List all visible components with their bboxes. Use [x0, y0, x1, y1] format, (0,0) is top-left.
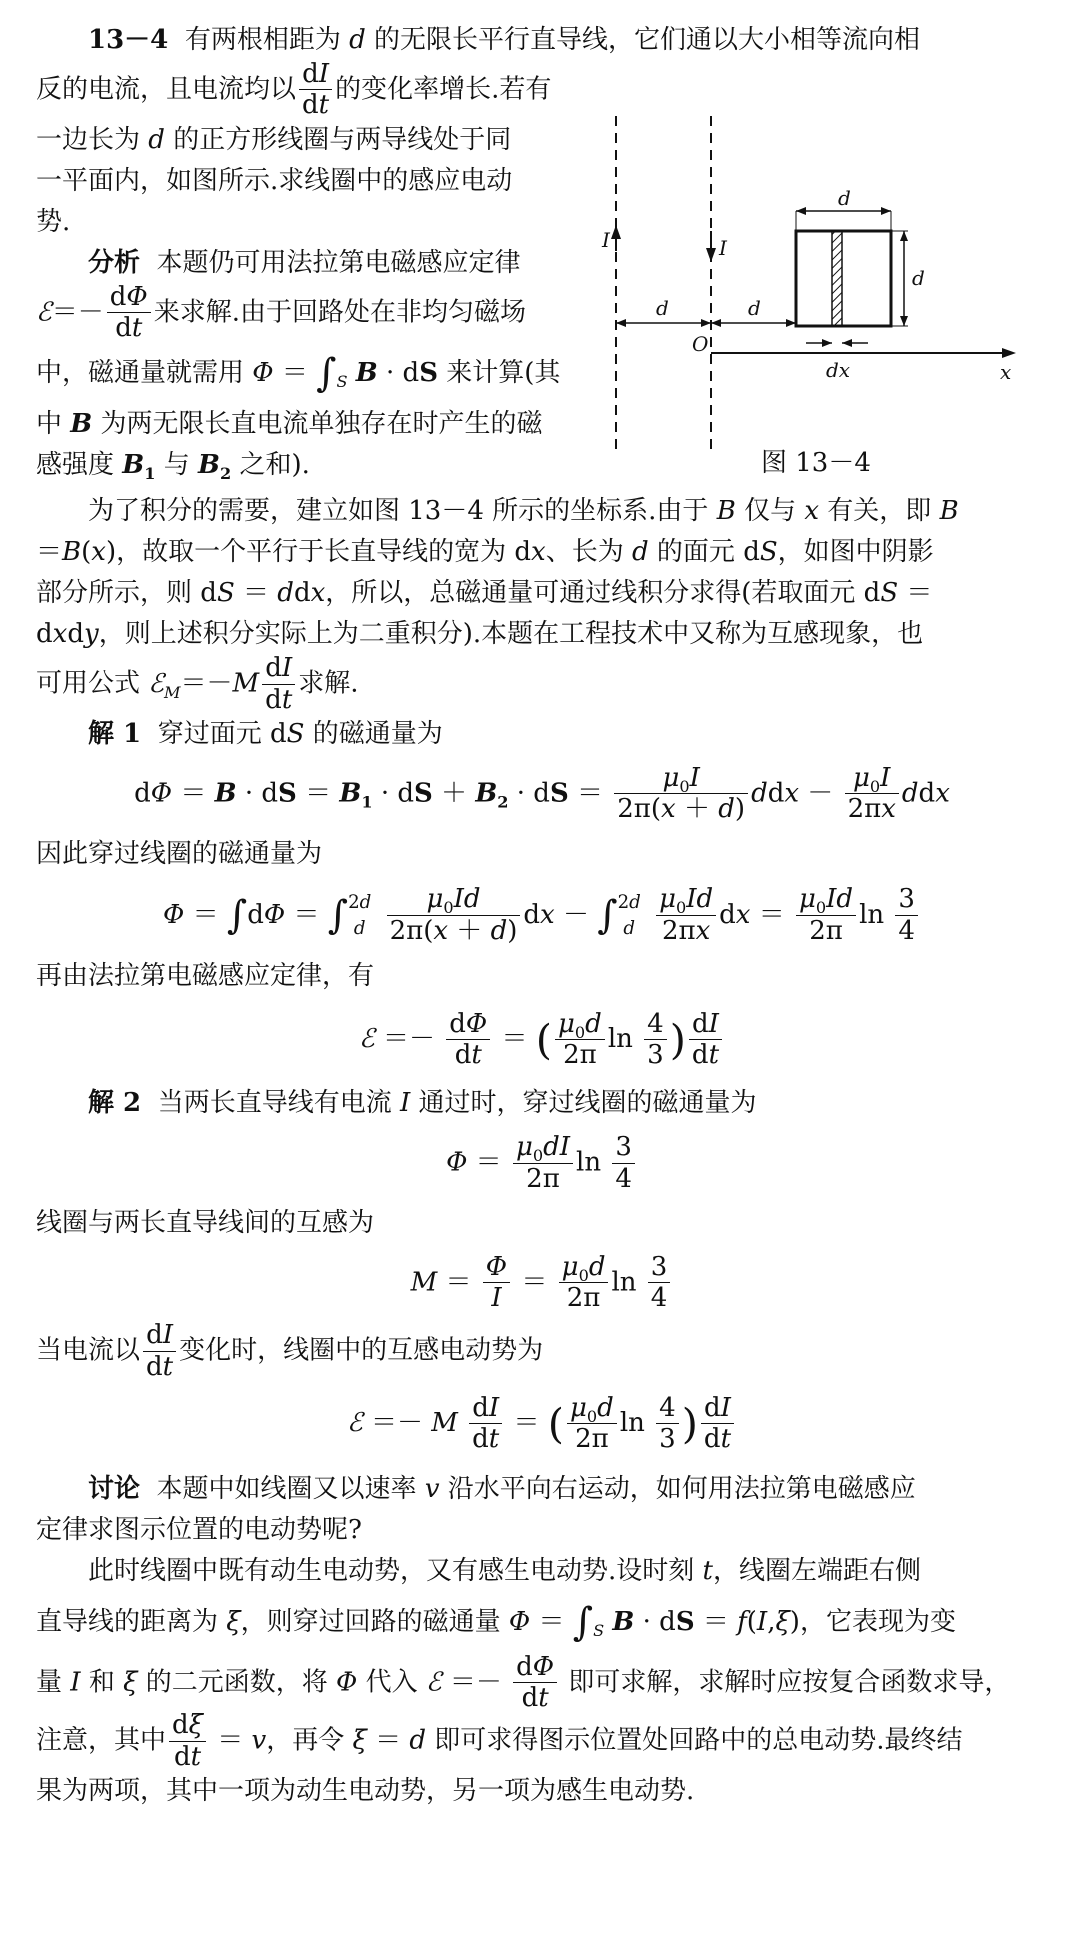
equation-emf-2: ℰ ＝－ M $\frac{dI}{dt}$ ＝ ( $\frac{\mu_0d}{2\pi}$ ln $\frac{4}{3}$ ) $\frac{dI}{dt}$ — [36, 1391, 1048, 1457]
solution2-label: 解 2 — [88, 1088, 142, 1119]
label-O: O — [692, 332, 709, 357]
analysis-line-4: 中 B 为两无限长直电流单独存在时产生的磁 — [36, 409, 543, 440]
label-dx: dx — [826, 358, 851, 383]
equation-mutual-inductance: M ＝ $\frac{\Phi}{I}$ ＝ $\frac{\mu_0d}{2\pi}$ ln $\frac{3}{4}$ — [36, 1254, 1048, 1313]
para2-line-5: 可用公式 ℰ$_M$＝－M $\frac{dI}{dt}$ 求解. — [36, 653, 359, 715]
label-x: x — [1000, 360, 1012, 385]
solution2-line-1: 解 2 当两长直导线有电流 I 通过时，穿过线圈的磁通量为 — [88, 1088, 757, 1119]
solution2-line-3: 当电流以 $\frac{dI}{dt}$ 变化时，线圈中的互感电动势为 — [36, 1320, 544, 1382]
label-d-side: d — [912, 266, 925, 291]
equation-phi: Φ ＝ ∫dΦ ＝ ∫ 2d d $\frac{\mu_0Id}{2\pi(x + d)}$ dx － ∫ 2d d $\frac{\mu_0Id}{2\pi x}$ dx ＝ $\frac{\mu_0Id}{2\pi}$ ln $\frac{3}{4}$ — [36, 885, 1048, 947]
discussion-line-6: 注意，其中 $\frac{d\xi}{dt}$ ＝ v，再令 ξ ＝ d 即可求得图示位置处回路中的总电动势.最终结 — [36, 1710, 963, 1772]
label-I-right: I — [719, 236, 727, 261]
analysis-line-2: ℰ＝－ $\frac{d\Phi}{dt}$ 来求解.由于回路处在非均匀磁场 — [36, 281, 527, 344]
solution1-line-1: 解 1 穿过面元 dS 的磁通量为 — [88, 718, 443, 749]
para2-line-1: 为了积分的需要，建立如图 13－4 所示的坐标系.由于 B 仅与 x 有关，即 B — [88, 496, 959, 527]
problem-line-4: 一平面内，如图所示.求线圈中的感应电动 — [36, 165, 513, 196]
para2-line-4: dxdy，则上述积分实际上为二重积分).本题在工程技术中又称为互感现象，也 — [36, 619, 924, 650]
analysis-line-3: 中，磁通量就需用 $\Phi = \int_S$ B · dS 来计算(其 — [36, 350, 561, 396]
problem-with-figure — [36, 61, 1048, 491]
equation-phi-2: Φ ＝ $\frac{\mu_0dI}{2\pi}$ ln $\frac{3}{4}$ — [36, 1134, 1048, 1193]
analysis-line-5: 感强度 $B_1$ 与 $B_2$ 之和). — [36, 450, 310, 484]
para2-line-3: 部分所示，则 dS ＝ ddx，所以，总磁通量可通过线积分求得(若取面元 dS ＝ — [36, 578, 933, 609]
label-d-middle: d — [748, 296, 761, 321]
page — [36, 20, 1048, 1812]
figure-diagram — [602, 61, 1046, 491]
discussion-line-1: 讨论 本题中如线圈又以速率 v 沿水平向右运动，如何用法拉第电磁感应 — [88, 1473, 916, 1504]
discussion-line-7: 果为两项，其中一项为动生电动势，另一项为感生电动势. — [36, 1775, 695, 1806]
solution1-line-3: 再由法拉第电磁感应定律，有 — [36, 961, 375, 992]
label-d-top: d — [838, 186, 851, 211]
problem-line-3: 一边长为 d 的正方形线圈与两导线处于同 — [36, 124, 512, 155]
discussion-line-2: 定律求图示位置的电动势呢? — [36, 1514, 362, 1545]
problem-text-column — [36, 61, 606, 491]
square-coil — [796, 231, 891, 326]
equation-emf-1: ℰ ＝－ $\frac{d\Phi}{dt}$ ＝ ( $\frac{\mu_0d}{2\pi}$ ln $\frac{4}{3}$ ) $\frac{dI}{dt}$ — [36, 1007, 1048, 1073]
figure-13-4 — [602, 61, 1046, 491]
analysis-line-1: 分析 本题仍可用法拉第电磁感应定律 — [88, 247, 521, 278]
problem-number: 13－4 — [88, 25, 169, 55]
solution1-label: 解 1 — [88, 718, 142, 749]
discussion-line-5: 量 I 和 ξ 的二元函数，将 Φ 代入 ℰ ＝－ $\frac{d\Phi}{dt}$ 即可求解，求解时应按复合函数求导， — [36, 1651, 1011, 1713]
para2-line-2: ＝B(x)，故取一个平行于长直导线的宽为 dx、长为 d 的面元 dS，如图中阴影 — [36, 537, 934, 568]
analysis-label: 分析 — [88, 247, 141, 278]
problem-line-2: 反的电流，且电流均以 $\frac{dI}{dt}$ 的变化率增长.若有 — [36, 59, 552, 121]
discussion-label: 讨论 — [88, 1473, 141, 1504]
equation-dphi: dΦ ＝ B · dS ＝ $B_1$ · dS ＋ $B_2$ · dS ＝ $\frac{\mu_0I}{2\pi(x + d)}$ ddx － $\frac{\mu_0I}{2\pi x}$ ddx — [134, 763, 950, 825]
discussion-line-3: 此时线圈中既有动生电动势，又有感生电动势.设时刻 t，线圈左端距右侧 — [88, 1555, 921, 1586]
label-I-left: I — [602, 228, 610, 253]
solution1-line-2: 因此穿过线圈的磁通量为 — [36, 838, 323, 869]
problem-line-5: 势. — [36, 206, 71, 237]
label-d-left: d — [656, 296, 669, 321]
problem-line-1: 13－4 有两根相距为 d 的无限长平行直导线，它们通以大小相等流向相 — [88, 25, 921, 55]
solution2-line-2: 线圈与两长直导线间的互感为 — [36, 1207, 375, 1238]
discussion-line-4: 直导线的距离为 ξ，则穿过回路的磁通量 $\Phi = \int_S$ B · dS ＝ f(I,ξ)，它表现为变 — [36, 1600, 956, 1645]
figure-caption: 图 13－4 — [761, 448, 871, 479]
shaded-strip-dS — [832, 231, 842, 326]
